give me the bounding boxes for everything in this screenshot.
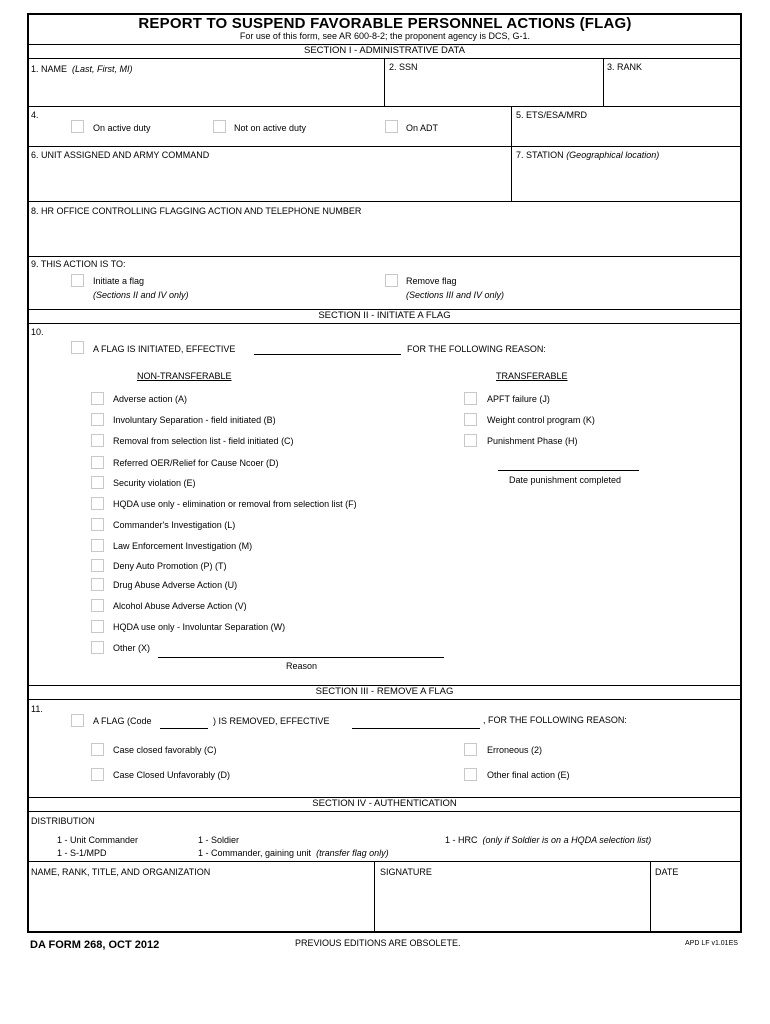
erroneous-label: Erroneous (2) [487,745,543,755]
form-subtitle: For use of this form, see AR 600-8-2; the proponent agency is DCS, G-1. [239,31,531,41]
date-field-label[interactable]: DATE [655,867,679,877]
reason-l-checkbox[interactable] [91,518,104,531]
remove-flag-label: Remove flag [406,276,457,286]
reason-x-label: Other (X) [113,643,151,653]
reason-a-checkbox[interactable] [91,392,104,405]
reason-caption: Reason [286,661,318,671]
remove-flag-note: (Sections III and IV only) [406,290,505,300]
dist-unit-commander: 1 - Unit Commander [57,835,139,845]
flag-initiated-label: A FLAG IS INITIATED, EFFECTIVE [93,344,236,354]
other-final-action-checkbox[interactable] [464,768,477,781]
reason-v-checkbox[interactable] [91,599,104,612]
reason-c-checkbox[interactable] [91,434,104,447]
reason-c-label: Removal from selection list - field initiated (C) [113,436,294,446]
reason-e-label: Security violation (E) [113,478,196,488]
rank-field-label[interactable]: 3. RANK [607,62,643,72]
reason-d-label: Referred OER/Relief for Cause Ncoer (D) [113,458,279,468]
reason-h-label: Punishment Phase (H) [487,436,578,446]
reason-w-checkbox[interactable] [91,620,104,633]
not-active-duty-label: Not on active duty [234,123,307,133]
reason-e-checkbox[interactable] [91,476,104,489]
remove-flag-checkbox[interactable] [385,274,398,287]
reason-v-label: Alcohol Abuse Adverse Action (V) [113,601,247,611]
case-closed-unfavorably-label: Case Closed Unfavorably (D) [113,770,231,780]
reason-l-label: Commander's Investigation (L) [113,520,236,530]
reason-j-checkbox[interactable] [464,392,477,405]
reason-k-label: Weight control program (K) [487,415,595,425]
reason-d-checkbox[interactable] [91,456,104,469]
version-label: APD LF v1.01ES [685,940,738,947]
distribution-label: DISTRIBUTION [31,816,95,826]
station-field-label[interactable]: 7. STATION (Geographical location) [516,150,660,160]
initiate-flag-label: Initiate a flag [93,276,145,286]
on-adt-label: On ADT [406,123,439,133]
flag-removed-checkbox[interactable] [71,714,84,727]
item11-label: 11. [31,704,43,714]
reason-w-label: HQDA use only - Involuntar Separation (W) [113,622,286,632]
removed-effective-label: ) IS REMOVED, EFFECTIVE [213,716,330,726]
not-active-duty-checkbox[interactable] [213,120,226,133]
on-active-duty-checkbox[interactable] [71,120,84,133]
reason-m-checkbox[interactable] [91,539,104,552]
initiate-flag-checkbox[interactable] [71,274,84,287]
dist-s1-mpd: 1 - S-1/MPD [57,848,107,858]
on-adt-checkbox[interactable] [385,120,398,133]
editions-notice: PREVIOUS EDITIONS ARE OBSOLETE. [295,938,461,948]
section3-heading: SECTION III - REMOVE A FLAG [315,686,454,697]
reason-p-label: Deny Auto Promotion (P) (T) [113,561,227,571]
form-title: REPORT TO SUSPEND FAVORABLE PERSONNEL ACTIONS (FLAG) [138,15,632,32]
removal-date-field[interactable] [352,728,480,729]
reason-p-checkbox[interactable] [91,559,104,572]
item4-label: 4. [31,110,39,120]
reason-j-label: APFT failure (J) [487,394,550,404]
flag-code-label: A FLAG (Code [93,716,152,726]
dist-commander-gaining: 1 - Commander, gaining unit (transfer flag only) [198,848,389,858]
effective-date-field[interactable] [254,354,401,355]
name-field-label[interactable]: 1. NAME (Last, First, MI) [31,64,133,74]
initiate-flag-note: (Sections II and IV only) [93,290,189,300]
hr-office-field-label[interactable]: 8. HR OFFICE CONTROLLING FLAGGING ACTION AND TELEPHONE NUMBER [31,206,362,216]
flag-initiated-checkbox[interactable] [71,341,84,354]
item10-label: 10. [31,327,44,337]
reason-k-checkbox[interactable] [464,413,477,426]
non-transferable-heading: NON-TRANSFERABLE [137,371,232,381]
dist-hrc: 1 - HRC (only if Soldier is on a HQDA selection list) [445,835,652,845]
section4-heading: SECTION IV - AUTHENTICATION [312,798,457,809]
ets-field-label[interactable]: 5. ETS/ESA/MRD [516,110,588,120]
section1-heading: SECTION I - ADMINISTRATIVE DATA [304,45,465,56]
name-rank-field-label[interactable]: NAME, RANK, TITLE, AND ORGANIZATION [31,867,211,877]
ssn-field-label[interactable]: 2. SSN [389,62,418,72]
reason-f-checkbox[interactable] [91,497,104,510]
case-closed-favorably-checkbox[interactable] [91,743,104,756]
case-closed-favorably-label: Case closed favorably (C) [113,745,217,755]
reason-m-label: Law Enforcement Investigation (M) [113,541,253,551]
reason-u-checkbox[interactable] [91,578,104,591]
date-punishment-caption: Date punishment completed [509,475,622,485]
transferable-heading: TRANSFERABLE [496,371,568,381]
case-closed-unfavorably-checkbox[interactable] [91,768,104,781]
signature-field-label[interactable]: SIGNATURE [380,867,432,877]
reason-x-checkbox[interactable] [91,641,104,654]
removal-reason-label: , FOR THE FOLLOWING REASON: [483,715,627,725]
reason-u-label: Drug Abuse Adverse Action (U) [113,580,238,590]
date-punishment-field[interactable] [498,470,639,471]
other-final-action-label: Other final action (E) [487,770,570,780]
dist-soldier: 1 - Soldier [198,835,240,845]
unit-field-label[interactable]: 6. UNIT ASSIGNED AND ARMY COMMAND [31,150,210,160]
reason-b-checkbox[interactable] [91,413,104,426]
reason-f-label: HQDA use only - elimination or removal from selection list (F) [113,499,357,509]
flag-code-field[interactable] [160,728,208,729]
following-reason-label: FOR THE FOLLOWING REASON: [407,344,546,354]
erroneous-checkbox[interactable] [464,743,477,756]
form-id: DA FORM 268, OCT 2012 [30,939,160,951]
section2-heading: SECTION II - INITIATE A FLAG [318,310,451,321]
reason-b-label: Involuntary Separation - field initiated (B) [113,415,276,425]
reason-a-label: Adverse action (A) [113,394,188,404]
reason-h-checkbox[interactable] [464,434,477,447]
action-label: 9. THIS ACTION IS TO: [31,259,126,269]
on-active-duty-label: On active duty [93,123,151,133]
other-reason-field[interactable] [158,657,444,658]
